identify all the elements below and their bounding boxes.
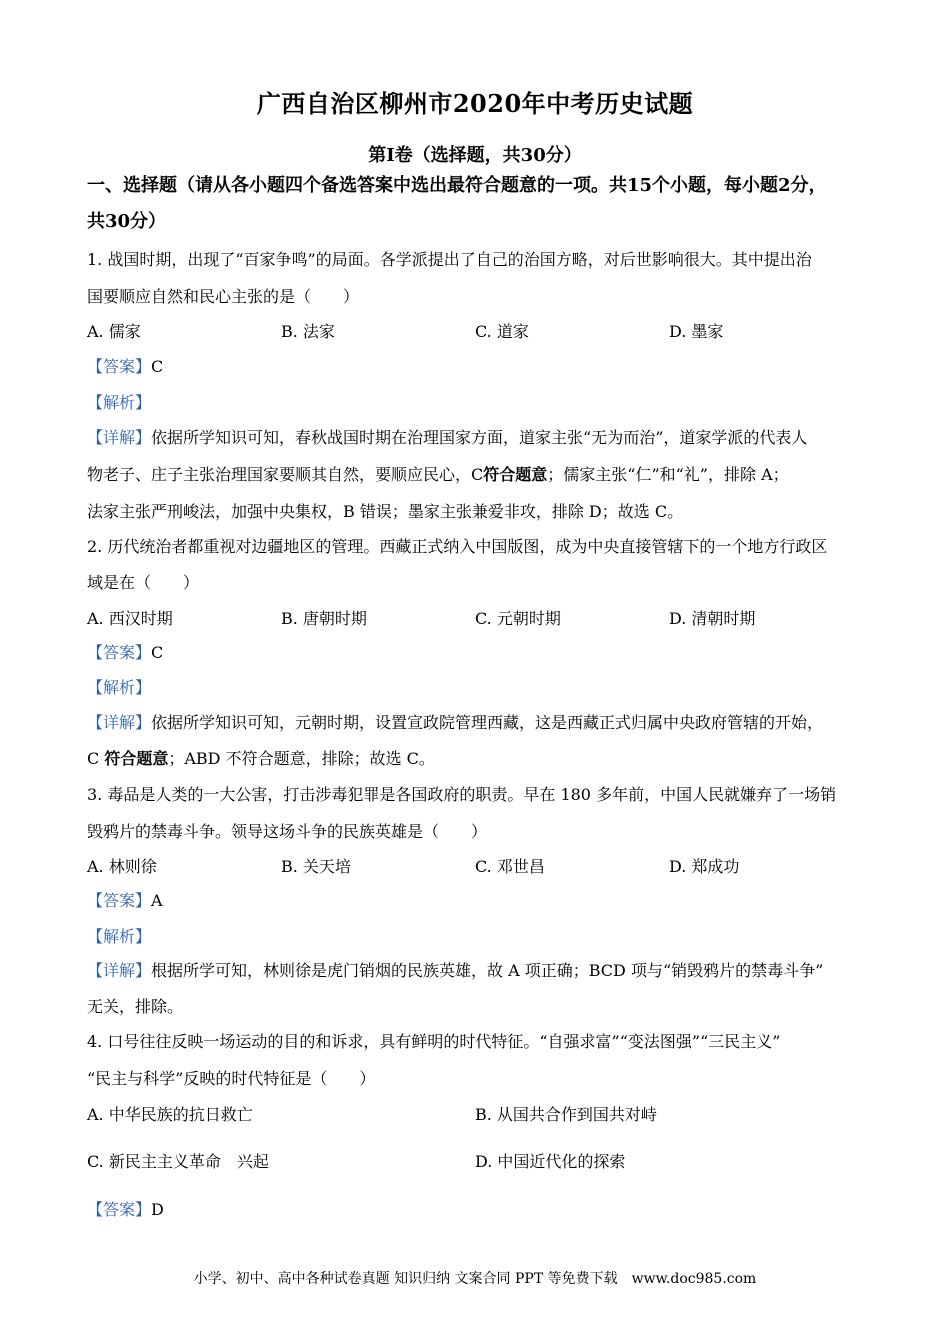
q2-detail-emphasis: 符合题意 xyxy=(104,749,169,768)
q3-option-c: C. 邓世昌 xyxy=(475,857,545,876)
q2-stem-line-2: 域是在（ ） xyxy=(87,573,200,592)
q4-stem-line-2: “民主与科学”反映的时代特征是（ ） xyxy=(87,1069,376,1088)
q2-option-d: D. 清朝时期 xyxy=(669,609,756,628)
page-footer: 小学、初中、高中各种试卷真题 知识归纳 文案合同 PPT 等免费下载 www.doc985.com xyxy=(193,1271,757,1287)
q3-stem-line-1: 3. 毒品是人类的一大公害，打击涉毒犯罪是各国政府的职责。早在 180 多年前，中国人民就嫌弃了一场销 xyxy=(87,785,837,804)
q1-option-d: D. 墨家 xyxy=(669,322,724,341)
answer-label: 【答案】 xyxy=(87,357,152,376)
q3-option-b: B. 关天培 xyxy=(281,857,351,876)
q1-detail-line-3: 法家主张严刑峻法，加强中央集权，B 错误；墨家主张兼爱非攻，排除 D；故选 C。 xyxy=(87,502,684,521)
paper-subtitle: 第Ⅰ卷（选择题，共30分） xyxy=(368,145,582,166)
detail-label: 【详解】 xyxy=(87,428,152,447)
q3-stem-line-2: 毁鸦片的禁毒斗争。领导这场斗争的民族英雄是（ ） xyxy=(87,822,488,841)
analysis-label: 【解析】 xyxy=(87,393,152,412)
q1-stem-line-1: 1. 战国时期，出现了“百家争鸣”的局面。各学派提出了自己的治国方略，对后世影响很大。其中提出治 xyxy=(87,250,812,269)
q4-option-d: D. 中国近代化的探索 xyxy=(475,1152,626,1171)
q1-option-c: C. 道家 xyxy=(475,322,529,341)
q1-answer xyxy=(87,355,877,379)
q1-detail-emphasis: 符合题意 xyxy=(483,465,548,484)
q2-option-c: C. 元朝时期 xyxy=(475,609,561,628)
q1-detail-text-2a: 物老子、庄子主张治理国家要顺其自然，要顺应民心，C xyxy=(87,465,484,484)
q4-answer xyxy=(87,1198,877,1222)
q2-option-b: B. 唐朝时期 xyxy=(281,609,367,628)
q3-answer-value: A xyxy=(151,891,163,910)
q4-option-a: A. 中华民族的抗日救亡 xyxy=(87,1105,253,1124)
section-heading xyxy=(87,168,877,240)
q4-option-c: C. 新民主主义革命 兴起 xyxy=(87,1152,269,1171)
q1-option-a: A. 儒家 xyxy=(87,322,141,341)
q1-analysis xyxy=(87,391,877,415)
q3-option-a: A. 林则徐 xyxy=(87,857,157,876)
q1-detail-line-2 xyxy=(87,463,877,487)
section-heading-line-1: 一、选择题（请从各小题四个备选答案中选出最符合题意的一项。共15个小题，每小题2分， xyxy=(87,175,827,196)
detail-label: 【详解】 xyxy=(87,713,152,732)
q4-answer-value: D xyxy=(151,1200,164,1219)
q3-detail-text-1: 根据所学可知，林则徐是虎门销烟的民族英雄，故 A 项正确；BCD 项与“销毁鸦片的禁毒斗争” xyxy=(151,961,824,980)
q1-detail-text-2c: ；儒家主张“仁”和“礼”，排除 A； xyxy=(547,465,789,484)
q1-stem-line-2: 国要顺应自然和民心主张的是（ ） xyxy=(87,287,360,306)
q2-detail-text-2c: ；ABD 不符合题意，排除；故选 C。 xyxy=(168,749,435,768)
q2-detail-text-1: 依据所学知识可知，元朝时期，设置宣政院管理西藏，这是西藏正式归属中央政府管辖的开始， xyxy=(151,713,824,732)
q2-answer-value: C xyxy=(151,643,164,662)
q2-answer xyxy=(87,641,877,665)
q1-option-b: B. 法家 xyxy=(281,322,335,341)
q2-detail-line-1 xyxy=(87,711,877,735)
q1-detail-text-1: 依据所学知识可知，春秋战国时期在治理国家方面，道家主张“无为而治”，道家学派的代表人 xyxy=(151,428,808,447)
q2-analysis xyxy=(87,676,877,700)
q2-detail-line-2 xyxy=(87,747,877,771)
q1-detail-line-1 xyxy=(87,426,877,450)
analysis-label: 【解析】 xyxy=(87,678,152,697)
q3-analysis xyxy=(87,925,877,949)
q3-detail-line-1 xyxy=(87,959,877,983)
analysis-label: 【解析】 xyxy=(87,927,152,946)
page-title: 广西自治区柳州市2020年中考历史试题 xyxy=(256,89,694,118)
q4-option-b: B. 从国共合作到国共对峙 xyxy=(475,1105,657,1124)
section-heading-line-2: 共30分） xyxy=(87,211,167,232)
q2-detail-text-2a: C xyxy=(87,749,105,768)
q2-option-a: A. 西汉时期 xyxy=(87,609,173,628)
q3-answer xyxy=(87,889,877,913)
answer-label: 【答案】 xyxy=(87,1200,152,1219)
q3-detail-line-2: 无关，排除。 xyxy=(87,997,184,1016)
q3-option-d: D. 郑成功 xyxy=(669,857,740,876)
answer-label: 【答案】 xyxy=(87,891,152,910)
detail-label: 【详解】 xyxy=(87,961,152,980)
q1-answer-value: C xyxy=(151,357,164,376)
answer-label: 【答案】 xyxy=(87,643,152,662)
q4-stem-line-1: 4. 口号往往反映一场运动的目的和诉求，具有鲜明的时代特征。“自强求富”“变法图强”“三民主义” xyxy=(87,1032,781,1051)
q2-stem-line-1: 2. 历代统治者都重视对边疆地区的管理。西藏正式纳入中国版图，成为中央直接管辖下的一个地方行政区 xyxy=(87,537,828,556)
